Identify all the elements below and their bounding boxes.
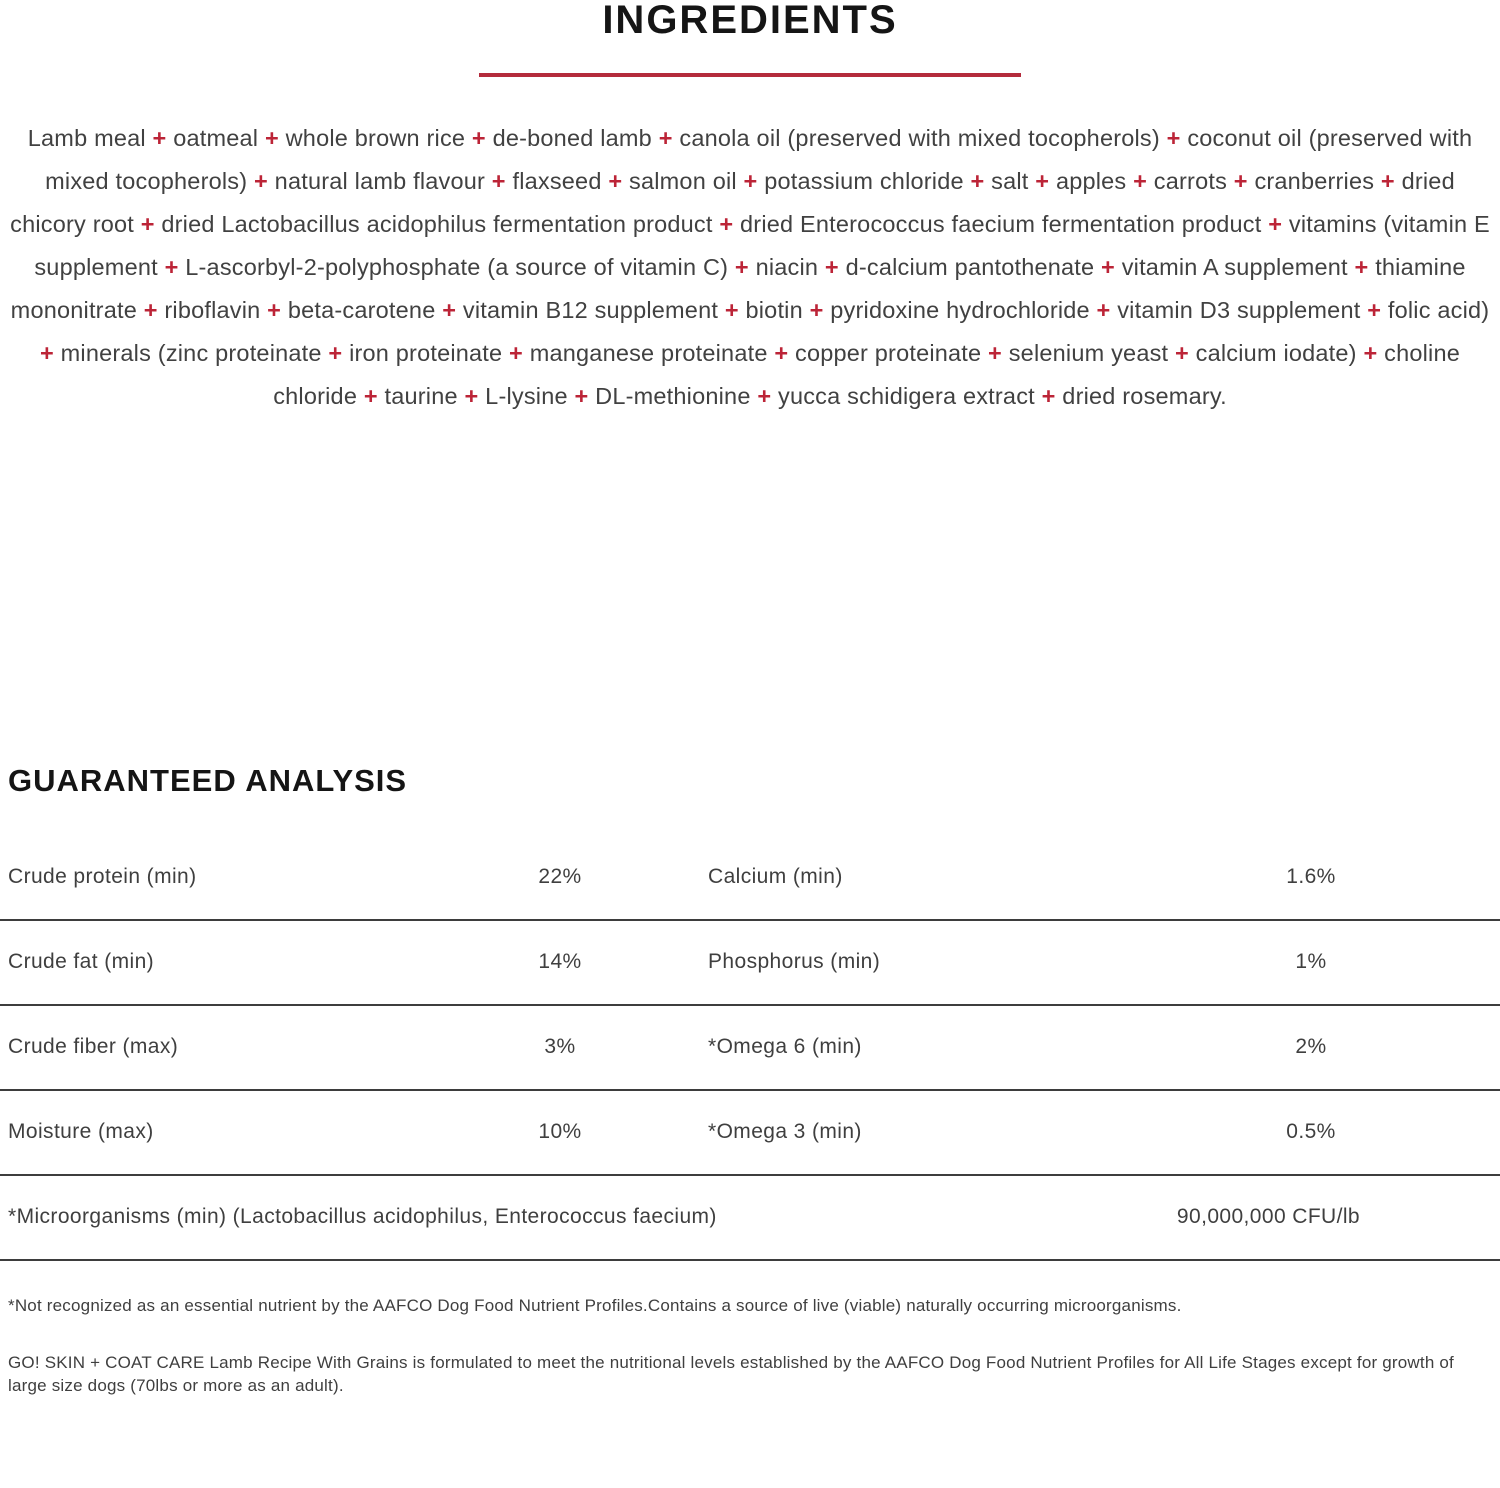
ingredient-item: selenium yeast [1008,340,1169,366]
ingredient-item: copper proteinate [795,340,982,366]
plus-separator: + [824,254,839,280]
ingredient-item: L-ascorbyl-2-polyphosphate (a source of vitamin C) [185,254,729,280]
analysis-value: 1.6% [1286,865,1336,889]
plus-separator: + [39,340,54,366]
plus-separator: + [724,297,739,323]
plus-separator: + [509,340,523,366]
plus-separator: + [757,383,772,409]
analysis-label: Calcium (min) [708,865,843,889]
table-row [0,1091,1500,1176]
footnote-formulation-statement: GO! SKIN + COAT CARE Lamb Recipe With Grains is formulated to meet the nutritional levels established by the AAFCO Dog Food Nutrient Profiles for All Life Stages except for growth of large size dogs (70lbs or more as an adult). [8,1352,1454,1395]
ingredient-item: minerals (zinc proteinate [60,340,322,366]
plus-separator: + [809,297,824,323]
ingredient-item: flaxseed [512,168,602,194]
ingredient-item: folic acid) [1387,297,1490,323]
ingredients-paragraph [6,117,1494,418]
footnote-aafco-nutrient: *Not recognized as an essential nutrient by the AAFCO Dog Food Nutrient Profiles.Contains a source of live (viable) naturally occurring microorganisms. [8,1295,1182,1315]
ingredient-item: apples [1055,168,1127,194]
ingredient-item: taurine [384,383,458,409]
plus-separator: + [471,125,486,151]
plus-separator: + [719,211,734,237]
plus-separator: + [1380,168,1395,194]
plus-separator: + [328,340,343,366]
plus-separator: + [970,168,985,194]
plus-separator: + [774,340,789,366]
analysis-value: 90,000,000 CFU/lb [1176,1205,1360,1229]
analysis-value: 14% [538,950,582,974]
ingredient-item: DL-methionine [595,383,751,409]
ingredient-item: riboflavin [164,297,261,323]
plus-separator: + [164,254,179,280]
plus-separator: + [1175,340,1189,366]
plus-separator: + [1101,254,1115,280]
ingredient-item: natural lamb flavour [274,168,486,194]
plus-separator: + [1041,383,1056,409]
table-row [0,921,1500,1006]
analysis-label: Moisture (max) [8,1120,154,1144]
plus-separator: + [491,168,506,194]
ingredient-item: pyridoxine hydrochloride [830,297,1090,323]
ingredient-item: potassium chloride [764,168,964,194]
plus-separator: + [363,383,378,409]
analysis-label: *Omega 6 (min) [708,1035,862,1059]
analysis-label: *Omega 3 (min) [708,1120,862,1144]
plus-separator: + [254,168,268,194]
plus-separator: + [1096,297,1111,323]
ingredient-item: biotin [745,297,803,323]
plus-separator: + [140,211,155,237]
ingredient-item: vitamin A supplement [1121,254,1348,280]
ingredient-item: salt [991,168,1029,194]
ingredient-item: vitamins (vitamin E supplement [34,211,1490,280]
ingredients-title: INGREDIENTS [602,0,898,42]
ingredient-item: cranberries [1254,168,1375,194]
table-row [0,836,1500,921]
ingredient-item: vitamin D3 supplement [1117,297,1361,323]
ingredient-item: dried chicory root [10,168,1455,237]
ingredient-item: carrots [1153,168,1228,194]
ingredient-item: yucca schidigera extract [778,383,1035,409]
plus-separator: + [1233,168,1248,194]
plus-separator: + [1367,297,1382,323]
plus-separator: + [1133,168,1148,194]
plus-separator: + [1354,254,1369,280]
analysis-value: 22% [538,865,582,889]
ingredient-item: niacin [755,254,819,280]
ingredient-item: canola oil (preserved with mixed tocopherols) [679,125,1160,151]
ingredient-item: de-boned lamb [492,125,652,151]
ingredient-item: d-calcium pantothenate [845,254,1095,280]
ingredient-item: coconut oil (preserved with mixed tocopherols) [45,125,1473,194]
ingredient-item: dried rosemary. [1062,383,1227,409]
analysis-label: Crude fat (min) [8,950,155,974]
ingredient-item: choline chloride [273,340,1460,409]
plus-separator: + [464,383,479,409]
ingredient-item: thiamine mononitrate [10,254,1466,323]
table-row-microorganisms [0,1176,1500,1261]
analysis-label: Crude protein (min) [8,865,197,889]
analysis-value: 1% [1295,950,1327,974]
plus-separator: + [988,340,1002,366]
plus-separator: + [1035,168,1050,194]
ingredient-item: Lamb meal [27,125,146,151]
analysis-value: 3% [544,1035,576,1059]
analysis-value: 0.5% [1286,1120,1336,1144]
ingredient-item: vitamin B12 supplement [462,297,719,323]
guaranteed-analysis-table [0,836,1500,1176]
plus-separator: + [658,125,673,151]
plus-separator: + [152,125,167,151]
plus-separator: + [442,297,457,323]
ingredient-item: calcium iodate) [1195,340,1357,366]
ingredient-item: salmon oil [629,168,737,194]
analysis-value: 2% [1295,1035,1327,1059]
ingredient-item: manganese proteinate [529,340,768,366]
title-underline-rule [479,73,1021,77]
analysis-label: Crude fiber (max) [8,1035,179,1059]
plus-separator: + [608,168,623,194]
plus-separator: + [1166,125,1181,151]
plus-separator: + [1268,211,1283,237]
ingredient-item: L-lysine [485,383,568,409]
plus-separator: + [734,254,749,280]
ingredient-item: iron proteinate [349,340,503,366]
analysis-value: 10% [538,1120,582,1144]
ingredient-item: dried Lactobacillus acidophilus fermentation product [161,211,713,237]
plus-separator: + [267,297,282,323]
ingredient-item: dried Enterococcus faecium fermentation product [740,211,1262,237]
plus-separator: + [574,383,589,409]
table-row [0,1006,1500,1091]
analysis-label: Phosphorus (min) [708,950,881,974]
analysis-label: *Microorganisms (min) (Lactobacillus acidophilus, Enterococcus faecium) [8,1205,717,1229]
ingredient-item: oatmeal [173,125,259,151]
ingredient-item: beta-carotene [287,297,436,323]
guaranteed-analysis-title: GUARANTEED ANALYSIS [8,763,408,798]
plus-separator: + [143,297,158,323]
plus-separator: + [743,168,758,194]
plus-separator: + [1363,340,1378,366]
plus-separator: + [264,125,279,151]
ingredient-item: whole brown rice [285,125,466,151]
